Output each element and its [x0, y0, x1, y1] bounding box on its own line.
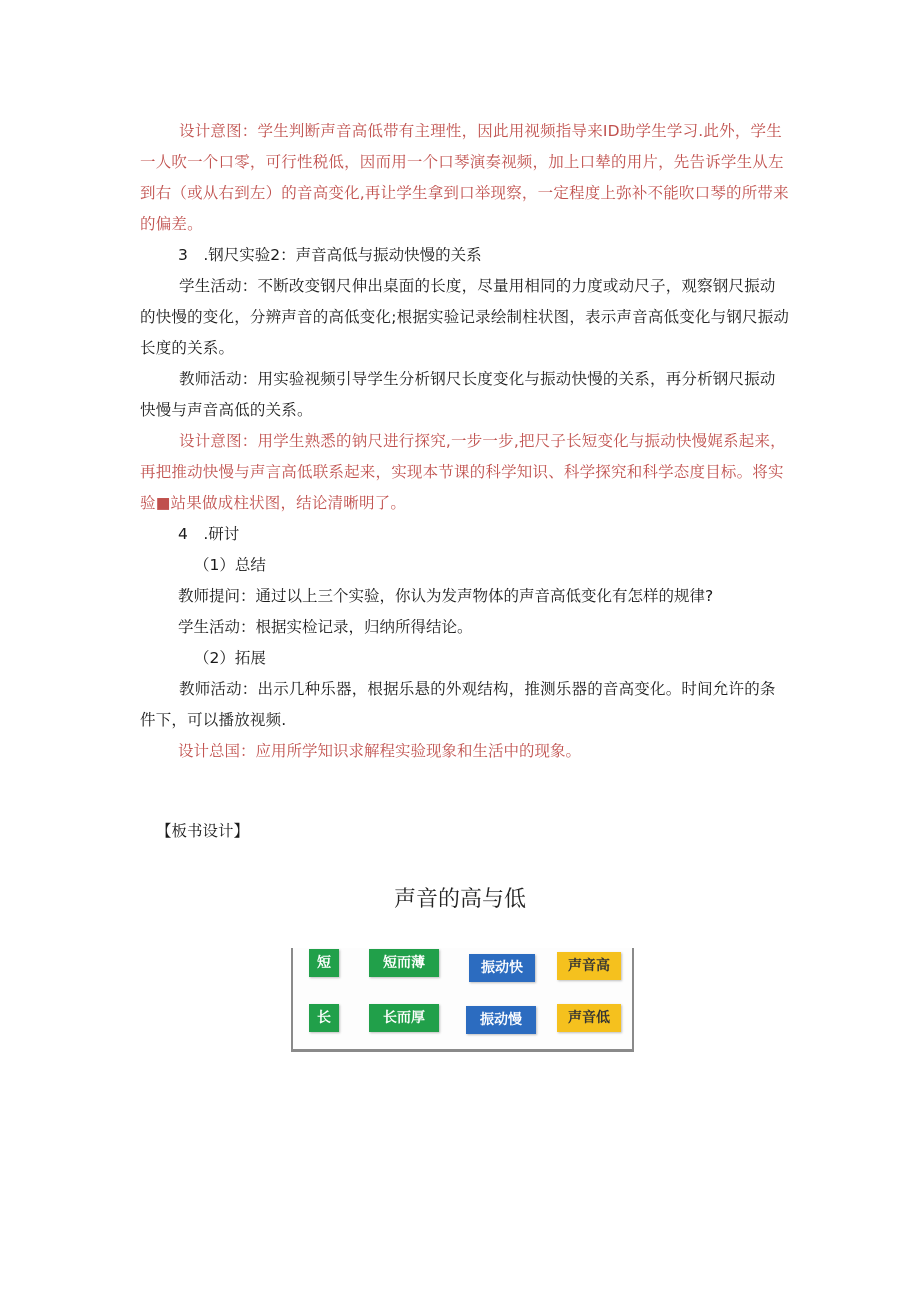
card-vibrate-slow: 振动慢 — [466, 1006, 536, 1034]
design-intent-paragraph-2: 设计意图：用学生熟悉的钠尺进行探究,一步一步,把尺子长短变化与振动快慢娓系起来，再把推动快慢与声言高低联系起来，实现本节课的科学知识、科学探究和科学态度目标。将实验■站果做成柱状图，结论清晰明了。 — [140, 432, 786, 512]
blackboard-diagram — [291, 948, 634, 1052]
summary-subheading: （1）总结 — [194, 556, 266, 574]
board-design-heading: 【板书设计】 — [156, 822, 250, 840]
teacher-question-line: 教师提问：通过以上三个实验，你认为发声物体的声音高低变化有怎样的规律? — [178, 587, 714, 605]
section-4-heading: 4 .研讨 — [178, 525, 240, 543]
card-sound-high: 声音高 — [557, 952, 621, 980]
card-sound-low: 声音低 — [557, 1004, 621, 1032]
card-long-thick: 长而厚 — [369, 1004, 439, 1032]
board-title: 声音的高与低 — [393, 887, 526, 912]
card-short-thin: 短而薄 — [369, 949, 439, 977]
teacher-activity-paragraph-2: 教师活动：出示几种乐器，根据乐悬的外观结构，推测乐器的音高变化。时间允许的条件下，可以播放视频. — [140, 680, 776, 729]
design-summary-line: 设计总国：应用所学知识求解程实验现象和生活中的现象。 — [178, 742, 582, 760]
extension-subheading: （2）拓展 — [194, 649, 266, 667]
card-vibrate-fast: 振动快 — [469, 954, 535, 982]
card-long: 长 — [309, 1004, 339, 1032]
section-3-heading: 3 .钢尺实验2：声音高低与振动快慢的关系 — [178, 246, 482, 264]
design-intent-paragraph-1: 设计意图：学生判断声音高低带有主理性，因此用视频指导来ID助学生学习.此外，学生一人吹一个口零，可行性税低，因而用一个口琴演奏视频，加上口辇的用片，先告诉学生从左到右（或从右到左）的音高变化,再让学生拿到口举现察，一定程度上弥补不能吹口琴的所带来的偏差。 — [140, 122, 789, 233]
student-activity-line: 学生活动：根据实检记录，归纳所得结论。 — [178, 618, 473, 636]
teacher-activity-paragraph: 教师活动：用实验视频引导学生分析钢尺长度变化与振动快慢的关系，再分析钢尺振动快慢与声音高低的关系。 — [140, 370, 776, 419]
student-activity-paragraph: 学生活动：不断改变钢尺伸出桌面的长度，尽量用相同的力度或动尺子，观察钢尺振动的快慢的变化，分辨声音的高低变化;根据实验记录绘制柱状图，表示声音高低变化与钢尺振动长度的关系。 — [140, 277, 790, 357]
card-short: 短 — [309, 949, 339, 977]
